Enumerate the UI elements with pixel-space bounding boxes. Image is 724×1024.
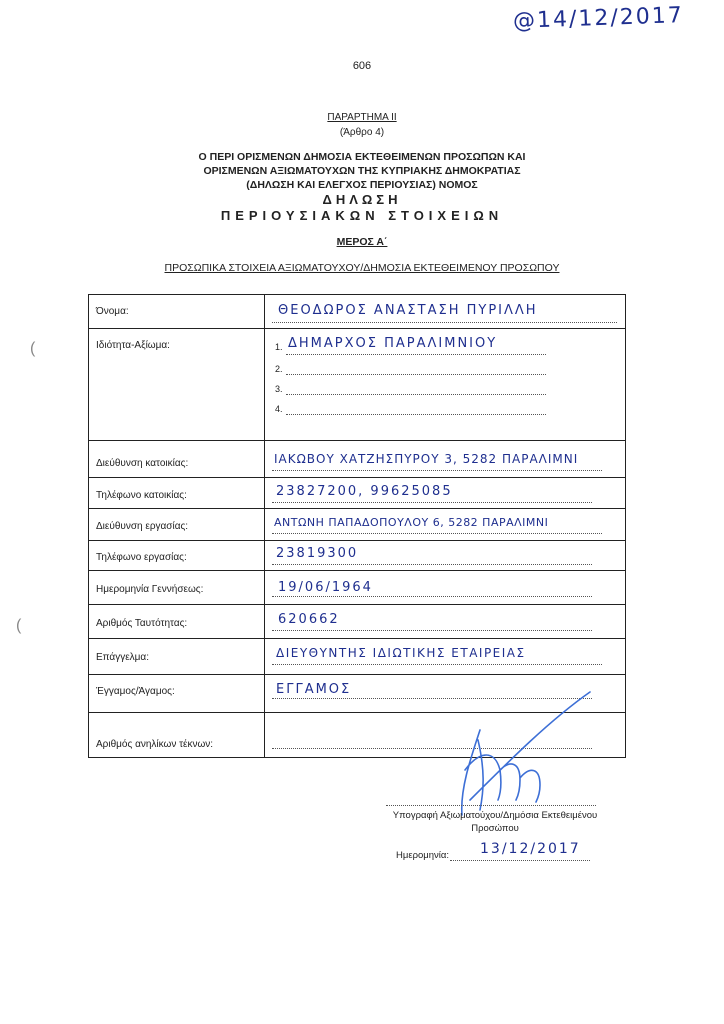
table-column-divider xyxy=(264,294,265,758)
page-number: 606 xyxy=(352,60,372,72)
name-value: ΘΕΟΔΩΡΟΣ ΑΝΑΣΤΑΣΗ ΠΥΡΙΛΛΗ xyxy=(278,303,538,318)
id-number-value: 620662 xyxy=(278,612,340,627)
dotted-line xyxy=(272,502,592,503)
birth-date-label: Ημερομηνία Γεννήσεως: xyxy=(96,584,204,595)
handwritten-signature xyxy=(440,690,600,820)
dotted-line xyxy=(286,374,546,375)
work-phone-label: Τηλέφωνο εργασίας: xyxy=(96,552,187,563)
home-address-value: ΙΑΚΩΒΟΥ ΧΑΤΖΗΣΠΥΡΟΥ 3, 5282 ΠΑΡΑΛΙΜΝΙ xyxy=(274,452,579,466)
dotted-line xyxy=(272,533,602,534)
table-row-divider xyxy=(88,570,626,571)
work-address-label: Διεύθυνση εργασίας: xyxy=(96,521,189,532)
margin-mark: ( xyxy=(30,340,36,357)
signature-line xyxy=(386,805,596,806)
work-phone-value: 23819300 xyxy=(276,546,359,561)
capacity-item-number: 1. xyxy=(275,342,283,352)
table-row-divider xyxy=(88,440,626,441)
table-row-divider xyxy=(88,328,626,329)
marital-status-value: ΕΓΓΑΜΟΣ xyxy=(276,682,352,697)
law-title-line: (ΔΗΛΩΣΗ ΚΑΙ ΕΛΕΓΧΟΣ ΠΕΡΙΟΥΣΙΑΣ) ΝΟΜΟΣ xyxy=(246,179,478,191)
declaration-subtitle: ΠΕΡΙΟΥΣΙΑΚΩΝ ΣΤΟΙΧΕΙΩΝ xyxy=(220,208,504,223)
birth-date-value: 19/06/1964 xyxy=(278,580,373,595)
capacity-item-number: 3. xyxy=(275,384,283,394)
dotted-line xyxy=(272,596,592,597)
capacity-item-number: 2. xyxy=(275,364,283,374)
capacity-item-1-value: ΔΗΜΑΡΧΟΣ ΠΑΡΑΛΙΜΝΙΟΥ xyxy=(288,336,498,351)
margin-mark: ( xyxy=(16,617,22,634)
dotted-line xyxy=(286,394,546,395)
home-phone-label: Τηλέφωνο κατοικίας: xyxy=(96,490,187,501)
annex-article: (Άρθρο 4) xyxy=(339,127,385,138)
law-title-line: Ο ΠΕΡΙ ΟΡΙΣΜΕΝΩΝ ΔΗΜΟΣΙΑ ΕΚΤΕΘΕΙΜΕΝΩΝ ΠΡΟΣΩΠΩΝ ΚΑΙ xyxy=(198,151,526,163)
declaration-title: ΔΗΛΩΣΗ xyxy=(322,192,402,207)
capacity-label: Ιδιότητα-Αξίωμα: xyxy=(96,340,170,351)
dotted-line xyxy=(286,414,546,415)
dotted-line xyxy=(272,564,592,565)
table-row-divider xyxy=(88,638,626,639)
home-phone-value: 23827200, 99625085 xyxy=(276,484,453,499)
signature-label: Υπογραφή Αξιωματούχου/Δημόσια Εκτεθειμένου xyxy=(392,810,598,821)
minor-children-label: Αριθμός ανηλίκων τέκνων: xyxy=(96,739,214,750)
home-address-label: Διεύθυνση κατοικίας: xyxy=(96,458,189,469)
law-title-line: ΟΡΙΣΜΕΝΩΝ ΑΞΙΩΜΑΤΟΥΧΩΝ ΤΗΣ ΚΥΠΡΙΑΚΗΣ ΔΗΜΟΚΡΑΤΙΑΣ xyxy=(203,165,521,177)
dotted-line xyxy=(272,470,602,471)
marital-status-label: Έγγαμος/Άγαμος: xyxy=(96,686,175,697)
dotted-line xyxy=(450,860,590,861)
profession-value: ΔΙΕΥΘΥΝΤΗΣ ΙΔΙΩΤΙΚΗΣ ΕΤΑΙΡΕΙΑΣ xyxy=(276,646,526,660)
name-label: Όνομα: xyxy=(96,306,129,317)
section-title: ΠΡΟΣΩΠΙΚΑ ΣΤΟΙΧΕΙΑ ΑΞΙΩΜΑΤΟΥΧΟΥ/ΔΗΜΟΣΙΑ ΕΚΤΕΘΕΙΜΕΝΟΥ ΠΡΟΣΩΠΟΥ xyxy=(164,262,560,274)
table-row-divider xyxy=(88,508,626,509)
capacity-item-number: 4. xyxy=(275,404,283,414)
part-title: ΜΕΡΟΣ Α΄ xyxy=(336,236,388,248)
work-address-value: ΑΝΤΩΝΗ ΠΑΠΑΔΟΠΟΥΛΟΥ 6, 5282 ΠΑΡΑΛΙΜΝΙ xyxy=(274,516,549,529)
dotted-line xyxy=(286,354,546,355)
annex-title: ΠΑΡΑΡΤΗΜΑ II xyxy=(327,112,397,123)
signature-date-value: 13/12/2017 xyxy=(480,841,581,857)
signature-date-label: Ημερομηνία: xyxy=(396,850,450,861)
dotted-line xyxy=(272,322,617,323)
table-row-divider xyxy=(88,604,626,605)
id-number-label: Αριθμός Ταυτότητας: xyxy=(96,618,188,629)
table-row-divider xyxy=(88,674,626,675)
received-date-stamp: @14/12/2017 xyxy=(512,3,685,34)
dotted-line xyxy=(272,630,592,631)
profession-label: Επάγγελμα: xyxy=(96,652,149,663)
signature-label-cont: Προσώπου xyxy=(471,823,519,834)
table-row-divider xyxy=(88,540,626,541)
dotted-line xyxy=(272,664,602,665)
table-row-divider xyxy=(88,477,626,478)
